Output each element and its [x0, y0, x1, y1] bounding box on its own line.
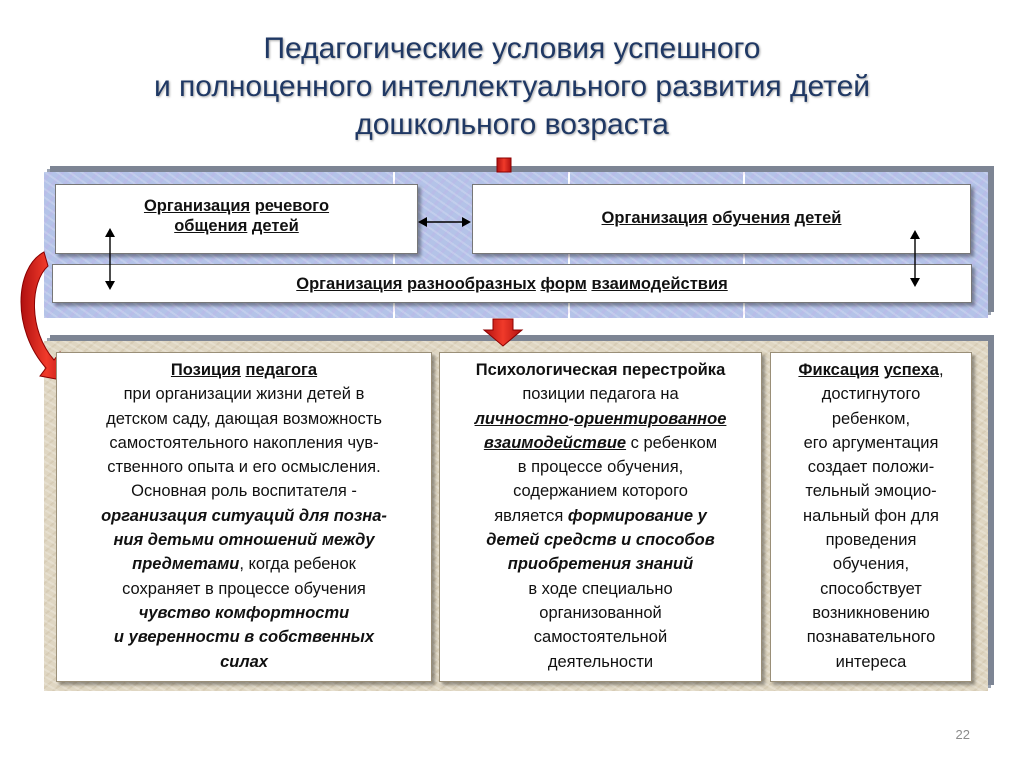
learning-word-1: Организация	[601, 209, 708, 227]
col3-line-10: возникновению	[812, 603, 930, 622]
speech-word-3: общения	[174, 217, 248, 235]
col2-line-2: позиции педагога на	[522, 385, 679, 404]
col2-line-1: Психологическая перестройка	[475, 361, 726, 379]
col2-line-11: организованной	[539, 603, 662, 622]
col2-line-7a: является	[494, 506, 568, 525]
title-line-3: дошкольного возраста	[355, 108, 669, 141]
speech-word-1: Организация	[143, 197, 251, 215]
col1-line-4: ственного опыта и его осмысления.	[107, 458, 381, 477]
col1-line-3: самостоятельного накопления чув-	[109, 433, 379, 452]
col3-line-11: познавательного	[806, 628, 936, 647]
col1-heading-word-1: Позиция	[170, 361, 241, 379]
col3-line-2: ребенком,	[831, 409, 911, 428]
col2-line-4a: взаимодействие	[483, 433, 627, 452]
col3-line-8: обучения,	[832, 555, 910, 574]
col1-line-6: организация ситуаций для позна-	[101, 506, 387, 525]
col2-line-6: содержанием которого	[513, 482, 688, 501]
left-vertical-double-arrow-icon	[105, 228, 115, 290]
col1-line-8a: предметами	[132, 555, 240, 574]
interaction-word-1: Организация	[296, 275, 403, 293]
col2-line-12: самостоятельной	[533, 628, 668, 647]
interaction-word-4: взаимодействия	[591, 275, 728, 293]
col1-line-5: Основная роль воспитателя -	[131, 482, 357, 501]
col3-line-1: достигнутого	[821, 385, 921, 404]
success-fixation-column	[770, 352, 972, 682]
col1-line-9: сохраняет в процессе обучения	[122, 579, 366, 598]
col2-line-3c: ориентированное	[574, 409, 727, 428]
speech-word-4: детей	[251, 217, 299, 235]
title-line-2: и полноценного интеллектуального развития детей	[153, 70, 871, 103]
col3-line-5: тельный эмоцио-	[805, 482, 937, 501]
learning-word-2: обучения	[712, 209, 791, 227]
speech-word-2: речевого	[254, 197, 330, 215]
col3-line-12: интереса	[835, 652, 907, 671]
page-number: 22	[955, 727, 970, 742]
col3-line-7: проведения	[825, 531, 917, 550]
horizontal-double-arrow-icon	[418, 217, 471, 227]
col1-line-1: при организации жизни детей в	[123, 385, 365, 404]
interaction-word-2: разнообразных	[407, 275, 536, 293]
col2-line-13: деятельности	[547, 652, 654, 671]
right-vertical-double-arrow-icon	[910, 230, 920, 287]
col3-heading-word-1: Фиксация	[798, 361, 880, 379]
col1-heading-word-2: педагога	[245, 361, 318, 379]
interaction-word-3: форм	[540, 275, 587, 293]
col1-line-2: детском саду, дающая возможность	[106, 409, 382, 428]
title-line-1: Педагогические условия успешного	[263, 32, 761, 65]
col3-line-4: создает положи-	[807, 458, 935, 477]
col1-line-8b: , когда ребенок	[239, 555, 356, 574]
psychological-restructuring-column	[439, 352, 762, 682]
col2-line-10: в ходе специально	[528, 579, 673, 598]
col1-line-11: и уверенности в собственных	[113, 628, 375, 647]
col3-line-6: нальный фон для	[803, 506, 939, 525]
col3-heading-comma: ,	[938, 361, 944, 379]
col2-line-4b: с ребенком	[626, 433, 718, 452]
col3-heading-word-2: успеха	[883, 361, 939, 379]
col1-line-7: ния детьми отношений между	[113, 531, 375, 550]
col2-line-7b: формирование у	[567, 506, 707, 525]
col3-line-3: его аргументация	[803, 433, 939, 452]
col2-line-5: в процессе обучения,	[517, 458, 684, 477]
col1-line-10: чувство комфортности	[138, 603, 350, 622]
col3-line-9: способствует	[820, 579, 922, 598]
teacher-position-column	[56, 352, 432, 682]
col2-line-8: детей средств и способов	[486, 531, 715, 550]
col2-line-9: приобретения знаний	[507, 555, 694, 574]
col1-line-12: силах	[220, 652, 268, 671]
col2-line-3a: личностно	[474, 409, 569, 428]
col2-line-3b: -	[568, 409, 574, 428]
learning-word-3: детей	[794, 209, 842, 227]
